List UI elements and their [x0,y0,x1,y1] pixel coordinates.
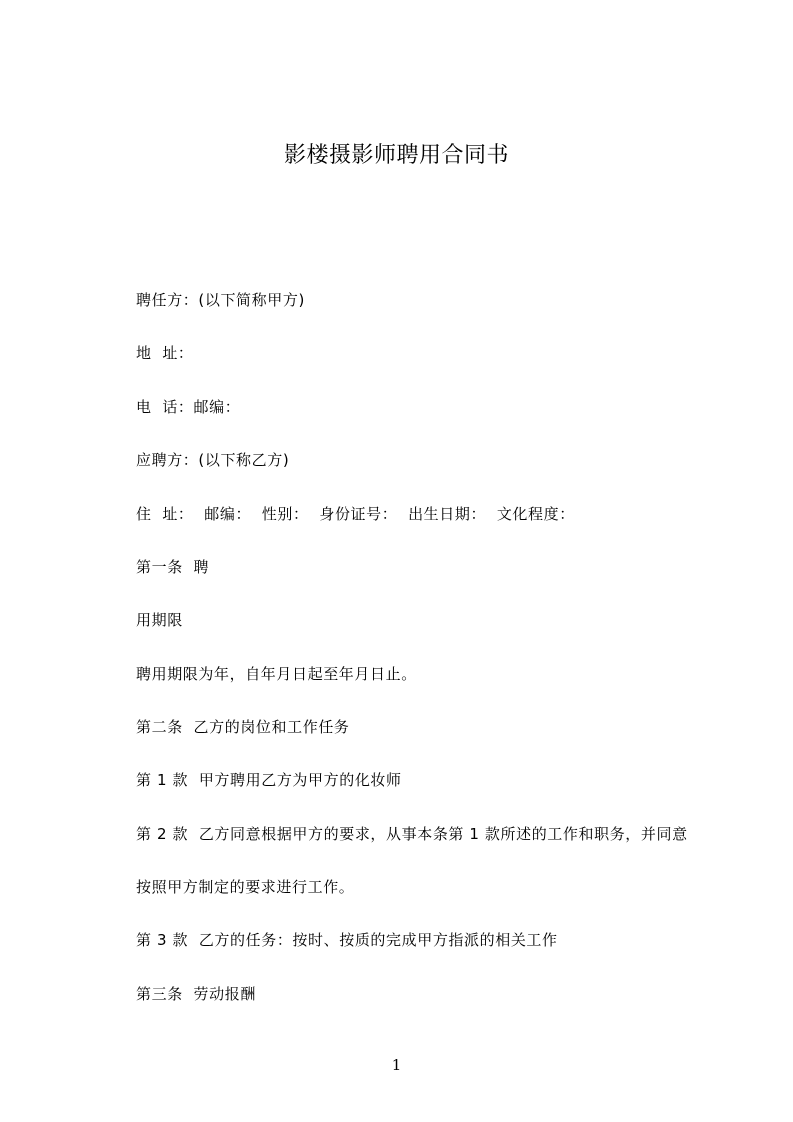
clause-2-cont: 按照甲方制定的要求进行工作。 [136,878,355,896]
clause-3: 第 3 款 乙方的任务：按时、按质的完成甲方指派的相关工作 [136,931,558,949]
article-1-heading: 第一条 聘 [136,558,210,576]
address-line: 地 址： [136,344,194,362]
clause-1: 第 1 款 甲方聘用乙方为甲方的化妆师 [136,771,402,789]
clause-2: 第 2 款 乙方同意根据甲方的要求，从事本条第 1 款所述的工作和职务，并同意 [136,825,688,843]
article-2-heading: 第二条 乙方的岗位和工作任务 [136,718,350,736]
document-title: 影楼摄影师聘用合同书 [283,143,509,168]
phone-line: 电 话：邮编： [136,398,241,416]
article-3-heading: 第三条 劳动报酬 [136,985,256,1003]
page-number: 1 [391,1056,402,1074]
employer-line: 聘任方：(以下简称甲方) [136,291,305,309]
employee-line: 应聘方：(以下称乙方) [136,451,290,469]
employee-details-line: 住 址： 邮编： 性别： 身份证号： 出生日期： 文化程度： [136,505,575,523]
term-paragraph: 聘用期限为年，自年月日起至年月日止。 [136,665,417,683]
article-1-heading-cont: 用期限 [136,611,183,629]
